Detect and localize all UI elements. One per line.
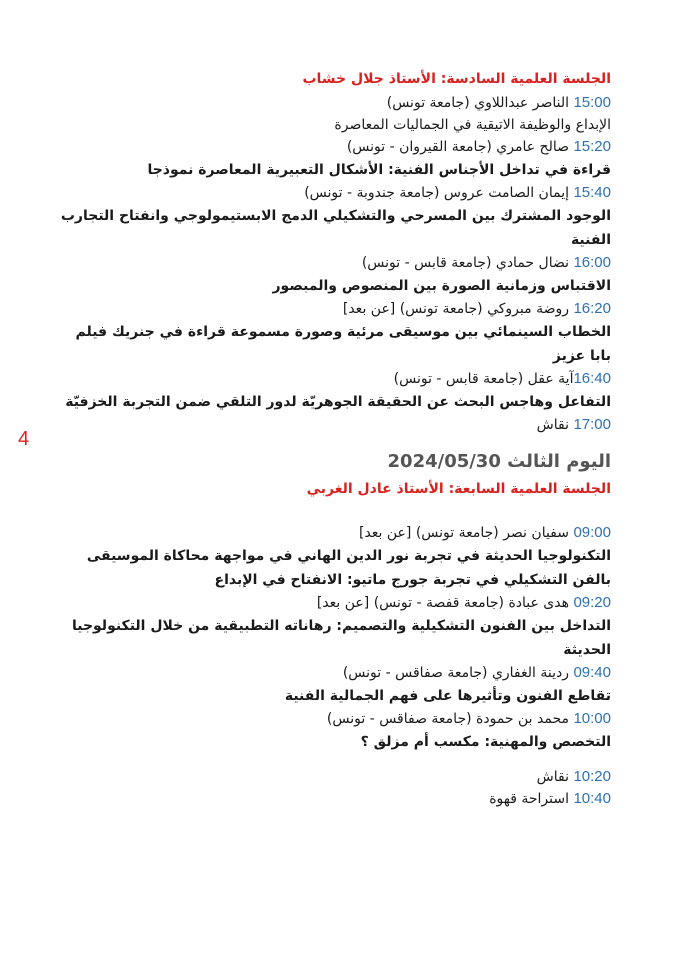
entry-title: التخصص والمهنية: مكسب أم مزلق ؟ [360,734,611,750]
entry-time: 09:00 [573,524,611,541]
session-6-entry [51,252,611,298]
session-6-entry [51,92,611,136]
entry-title: التداخل بين الفنون التشكيلية والتصميم: رهاناته التطبيقية من خلال التكنولوجيا الحديثة [71,618,611,658]
entry-time: 09:40 [573,664,611,681]
entry-time: 16:20 [573,300,611,317]
session-6-entry [51,368,611,414]
page-number: 4 [18,428,30,450]
entry-speaker: إيمان الصامت عروس (جامعة جندوبة - تونس) [304,185,569,201]
session-7-entry [51,662,611,708]
entry-speaker: روضة مبروكي (جامعة تونس) [عن بعد] [342,301,569,317]
entry-title: تقاطع الفنون وتأثيرها على فهم الجمالية الفنية [284,688,611,704]
session-6-entry [51,298,611,368]
entry-time: 15:00 [573,94,611,111]
session-6-entry [51,136,611,182]
session-7-title: الجلسة العلمية السابعة: الأستاذ عادل الغربي [306,481,611,497]
entry-speaker: نضال حمادي (جامعة قابس - تونس) [361,255,569,271]
entry-title: الوجود المشترك بين المسرحي والتشكيلي الدمج الابستيمولوجي وانفتاح التجارب الفنية [60,208,611,248]
entry-time: 16:40 [573,370,611,387]
coffee-break [51,788,611,810]
entry-speaker: صالح عامري (جامعة القيروان - تونس) [346,139,569,155]
session-7-entry [51,522,611,592]
session-7-discussion [51,766,611,788]
session-7-entry [51,708,611,754]
day-3-title: اليوم الثالث 2024/05/30 [387,451,611,472]
entry-speaker: الناصر عبداللاوي (جامعة تونس) [386,95,569,111]
entry-time: 10:20 [573,768,611,785]
entry-title: الخطاب السينمائي بين موسيقى مرئية وصورة مسموعة قراءة في جنريك فيلم بابا عزيز [75,324,611,364]
entry-time: 15:20 [573,138,611,155]
program-content [51,66,611,810]
entry-label: نقاش [536,417,569,433]
entry-time: 09:20 [573,594,611,611]
entry-title: الاقتباس وزمانية الصورة بين المنصوص والمبصور [272,278,611,294]
entry-time: 17:00 [573,416,611,433]
entry-time: 15:40 [573,184,611,201]
entry-title: التكنولوجيا الحديثة في تجربة نور الدين الهاني في مواجهة محاكاة الموسيقى بالفن التشكيلي في تجربة جورج ماتيو: الانفتاح في الإبداع [86,548,611,588]
session-7-entry [51,592,611,662]
entry-title: التفاعل وهاجس البحث عن الحقيقة الجوهريّة لدور التلقي ضمن التجربة الخزفيّة [65,394,611,410]
entry-label: نقاش [536,769,569,785]
entry-speaker: هدى عبادة (جامعة قفصة - تونس) [عن بعد] [316,595,569,611]
entry-speaker: سفيان نصر (جامعة تونس) [عن بعد] [358,525,569,541]
session-6-entry [51,182,611,252]
entry-time: 16:00 [573,254,611,271]
entry-time: 10:40 [573,790,611,807]
session-6-title: الجلسة العلمية السادسة: الأستاذ جلال خشاب [302,71,611,87]
entry-speaker: محمد بن حمودة (جامعة صفاقس - تونس) [326,711,569,727]
entry-speaker: آية عقل (جامعة قابس - تونس) [393,371,574,387]
session-6-discussion [51,414,611,436]
entry-title: قراءة في تداخل الأجناس الفنية: الأشكال التعبيرية المعاصرة نموذجا [147,162,611,178]
entry-time: 10:00 [573,710,611,727]
entry-title: الإبداع والوظيفة الاتيقية في الجماليات المعاصرة [334,117,611,133]
entry-label: استراحة قهوة [489,791,569,807]
entry-speaker: ردينة الغفاري (جامعة صفاقس - تونس) [342,665,569,681]
